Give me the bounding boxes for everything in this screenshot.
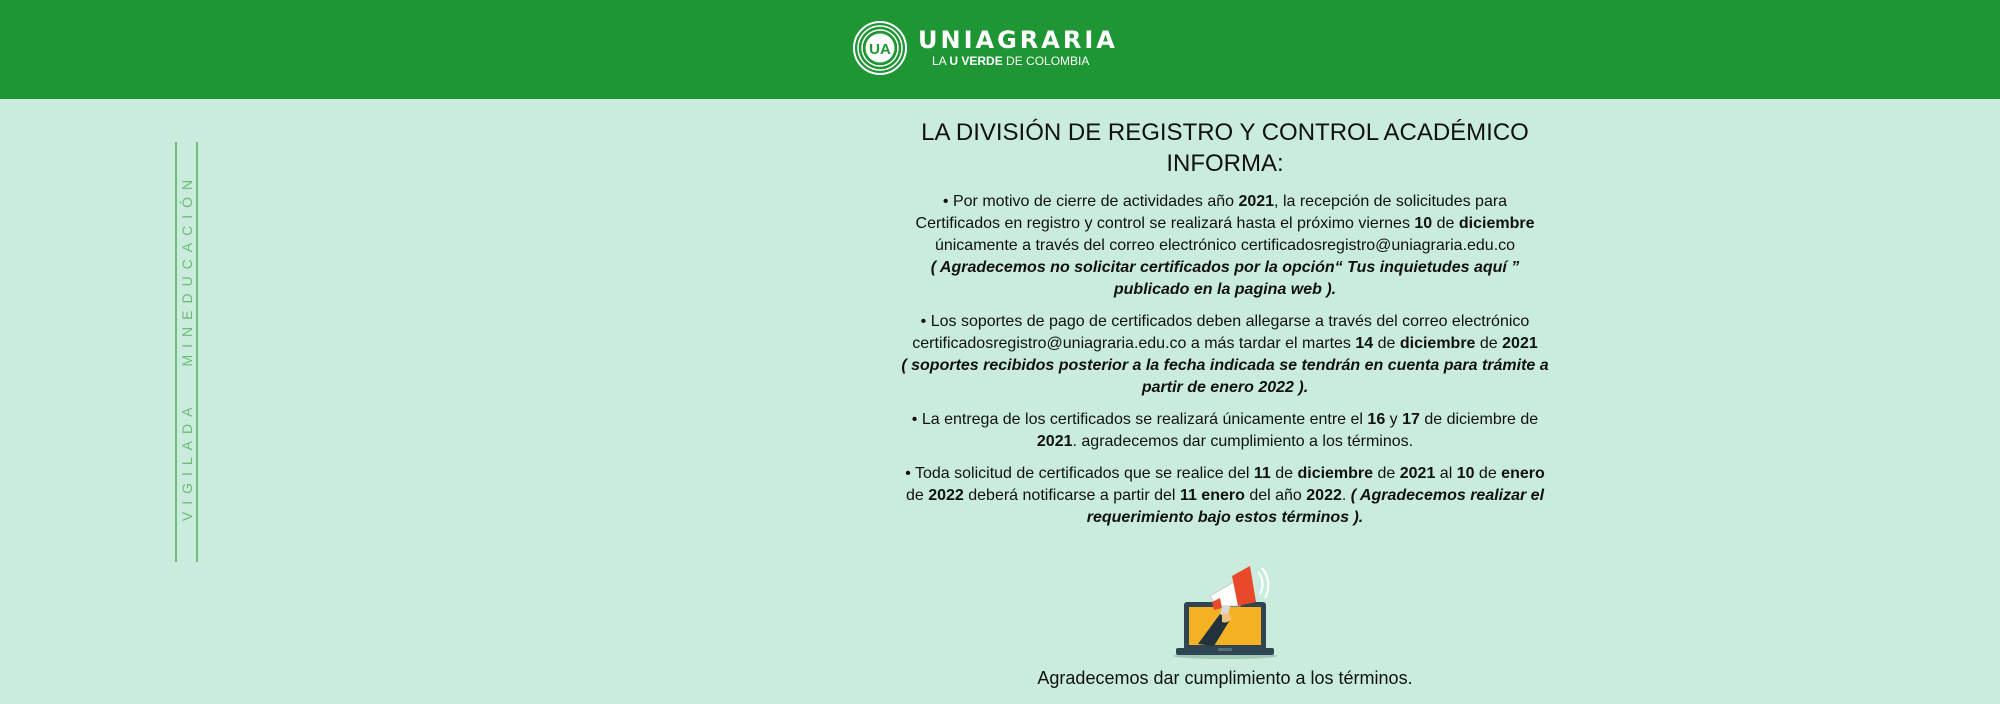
notice-content: [900, 117, 1550, 539]
date-value: 2021: [1399, 465, 1436, 482]
notice-title: [900, 117, 1550, 179]
text: de: [905, 487, 929, 504]
date-value: diciembre: [1297, 465, 1374, 482]
text: • Los soportes de pago de certificados deben allegarse a través del correo electrónico certificadosregistro@uniagraria.edu.co a más tardar el martes: [912, 313, 1530, 352]
notice-paragraph-3: [900, 409, 1550, 453]
text: de: [1475, 335, 1503, 352]
text: de diciembre de: [1419, 411, 1539, 428]
note: ( soportes recibidos posterior a la fecha indicada se tendrán en cuenta para trámite a partir de enero 2022 ).: [901, 357, 1549, 396]
text: • Toda solicitud de certificados que se realice del: [905, 465, 1254, 482]
date-value: 17: [1402, 411, 1420, 428]
text: del año: [1244, 487, 1307, 504]
closing-message: Agradecemos dar cumplimiento a los términos.: [1037, 668, 1413, 688]
vigilada-mineducacion-label: [175, 142, 199, 552]
date-value: 2021: [1238, 193, 1275, 210]
tagline-emphasis: U VERDE: [949, 54, 1003, 68]
text: • La entrega de los certificados se realizará únicamente entre el: [911, 411, 1368, 428]
vigilada-text: VIGILADA: [179, 400, 195, 522]
title-line: LA DIVISIÓN DE REGISTRO Y CONTROL ACADÉMICO: [921, 119, 1529, 146]
date-value: 10: [1456, 465, 1475, 482]
note: ( Agradecemos no solicitar certificados por la opción“ Tus inquietudes aquí ” publicado en la pagina web ).: [930, 259, 1520, 298]
text: únicamente a través del correo electrónico certificadosregistro@uniagraria.edu.co: [934, 237, 1516, 254]
text: . agradecemos dar cumplimiento a los términos.: [1072, 433, 1414, 450]
text: de: [1432, 215, 1459, 232]
date-value: 11: [1253, 465, 1271, 482]
text: de: [1270, 465, 1298, 482]
header-bar: [0, 0, 2000, 99]
date-value: 2022: [928, 487, 964, 504]
date-value: 11 enero: [1179, 487, 1245, 504]
text: de: [1373, 465, 1400, 482]
date-value: 2021: [1502, 335, 1538, 352]
date-value: 10: [1414, 215, 1433, 232]
logo-tagline: [932, 54, 1089, 68]
tagline-part: DE COLOMBIA: [1002, 54, 1090, 68]
notice-paragraph-2: [900, 311, 1550, 399]
date-value: enero: [1501, 465, 1545, 482]
note: ( Agradecemos realizar el requerimiento bajo estos términos ).: [1086, 487, 1545, 526]
text: al: [1435, 465, 1457, 482]
date-value: 2021: [1036, 433, 1073, 450]
logo-monogram: UA: [869, 41, 891, 58]
mineducacion-text: MINEDUCACIÓN: [179, 172, 195, 367]
logo-name: UNIAGRARIA: [918, 26, 1118, 54]
text: y: [1385, 411, 1403, 428]
text: • Por motivo de cierre de actividades año: [942, 193, 1239, 210]
text: .: [1341, 487, 1351, 504]
notice-paragraph-1: [900, 191, 1550, 301]
tagline-part: LA: [932, 54, 950, 68]
date-value: diciembre: [1458, 215, 1535, 232]
notice-paragraph-4: [900, 463, 1550, 529]
date-value: 14: [1355, 335, 1374, 352]
date-value: diciembre: [1399, 335, 1476, 352]
ua-seal-icon: [852, 20, 908, 76]
megaphone-laptop-icon: [1170, 562, 1280, 662]
text: de: [1373, 335, 1400, 352]
text: deberá notificarse a partir del: [963, 487, 1180, 504]
text: , la recepción de solicitudes para Certificados en registro y control se realizará hasta el próximo viernes: [915, 193, 1508, 232]
uniagraria-logo[interactable]: [852, 20, 1118, 80]
date-value: 2022: [1306, 487, 1342, 504]
text: de: [1474, 465, 1502, 482]
title-line: INFORMA:: [1166, 150, 1284, 177]
date-value: 16: [1367, 411, 1386, 428]
